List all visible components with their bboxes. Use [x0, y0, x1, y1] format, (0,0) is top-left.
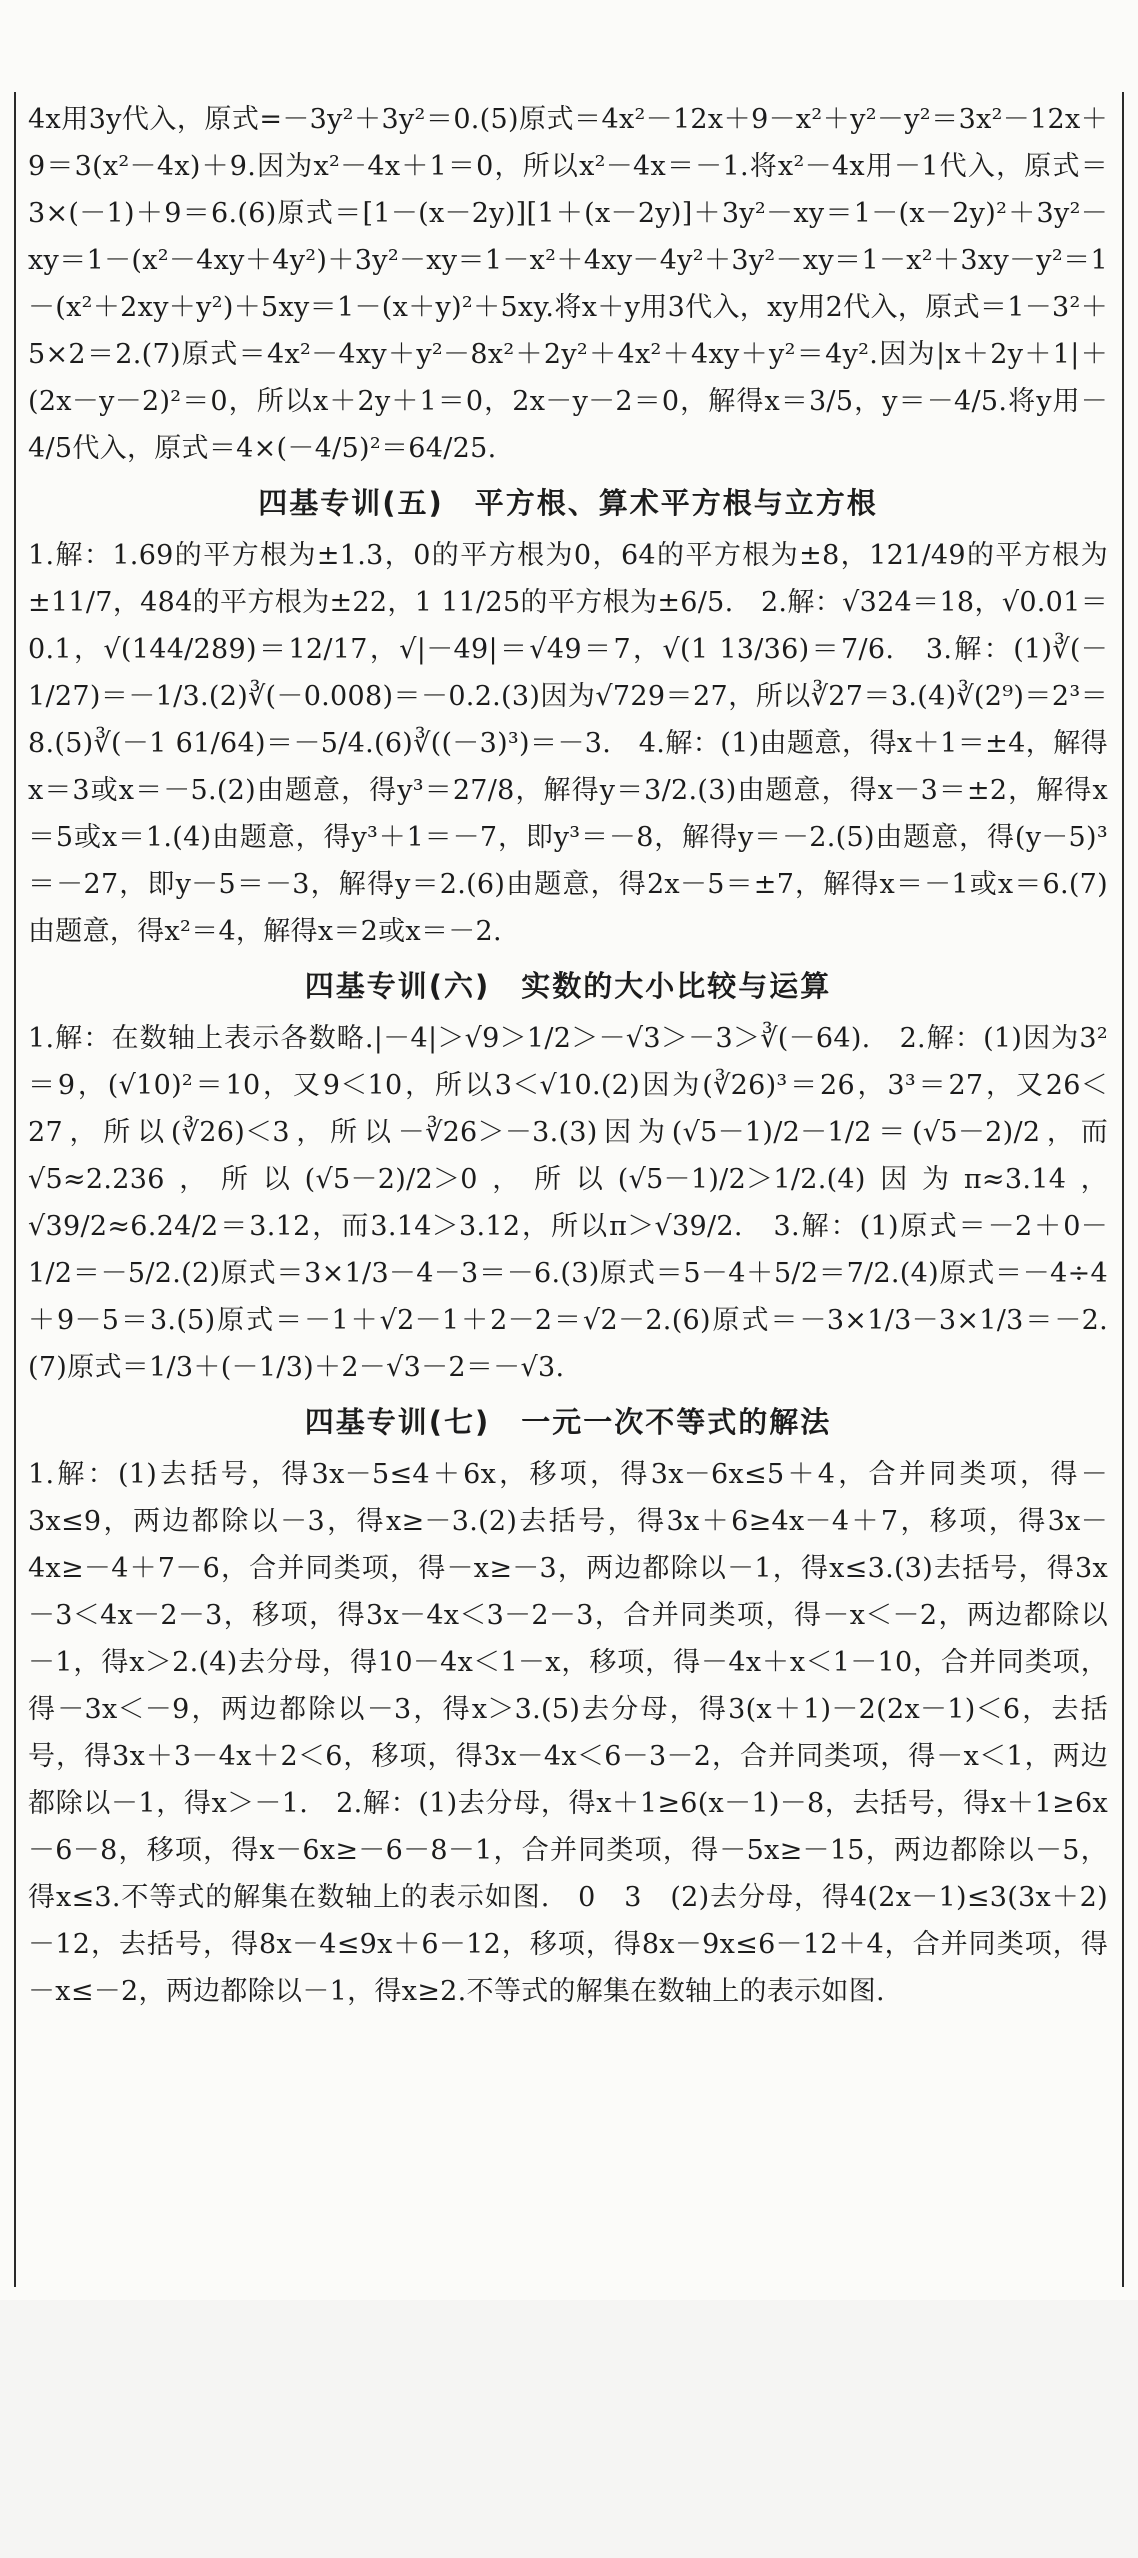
paragraph-section-5: 1.解：1.69的平方根为±1.3，0的平方根为0，64的平方根为±8，121/49的平方根为±11/7，484的平方根为±22，1 11/25的平方根为±6/5. 2.解：√324＝18，√0.01＝0.1，√(144/289)＝12/17，√|－49|＝√49＝7，√(1 13/36)＝7/6. 3.解：(1)∛(－1/27)＝－1/3.(2)∛(－0.008)＝－0.2.(3)因为√729＝27，所以∛27＝3.(4)∛(2⁹)＝2³＝8.(5)∛(－1 61/64)＝－5/4.(6)∛((－3)³)＝－3. 4.解：(1)由题意，得x＋1＝±4，解得x＝3或x＝－5.(2)由题意，得y³＝27/8，解得y＝3/2.(3)由题意，得x－3＝±2，解得x＝5或x＝1.(4)由题意，得y³＋1＝－7，即y³＝－8，解得y＝－2.(5)由题意，得(y－5)³＝－27，即y－5＝－3，解得y＝2.(6)由题意，得2x－5＝±7，解得x＝－1或x＝6.(7)由题意，得x²＝4，解得x＝2或x＝－2.	[28, 540, 1108, 947]
paragraph-continued-answers: 4x用3y代入，原式=－3y²＋3y²＝0.(5)原式＝4x²－12x＋9－x²＋y²－y²＝3x²－12x＋9＝3(x²－4x)＋9.因为x²－4x＋1＝0，所以x²－4x＝－1.将x²－4x用－1代入，原式＝3×(－1)＋9＝6.(6)原式＝[1－(x－2y)][1＋(x－2y)]＋3y²－xy＝1－(x－2y)²＋3y²－xy＝1－(x²－4xy＋4y²)＋3y²－xy＝1－x²＋4xy－4y²＋3y²－xy＝1－x²＋3xy－y²＝1－(x²＋2xy＋y²)＋5xy＝1－(x＋y)²＋5xy.将x＋y用3代入，xy用2代入，原式＝1－3²＋5×2＝2.(7)原式＝4x²－4xy＋y²－8x²＋2y²＋4x²＋4xy＋y²＝4y².因为|x＋2y＋1|＋(2x－y－2)²＝0，所以x＋2y＋1＝0，2x－y－2＝0，解得x＝3/5，y＝－4/5.将y用－4/5代入，原式＝4×(－4/5)²＝64/25.	[28, 104, 1108, 464]
left-margin-rule	[14, 92, 16, 2287]
section-title-5: 四基专训(五) 平方根、算术平方根与立方根	[258, 486, 878, 520]
answer-content	[28, 96, 1108, 2015]
section-title-7: 四基专训(七) 一元一次不等式的解法	[304, 1405, 832, 1439]
paragraph-section-7: 1.解：(1)去括号，得3x－5≤4＋6x，移项，得3x－6x≤5＋4，合并同类项，得－3x≤9，两边都除以－3，得x≥－3.(2)去括号，得3x＋6≥4x－4＋7，移项，得3x－4x≥－4＋7－6，合并同类项，得－x≥－3，两边都除以－1，得x≤3.(3)去括号，得3x－3＜4x－2－3，移项，得3x－4x＜3－2－3，合并同类项，得－x＜－2，两边都除以－1，得x＞2.(4)去分母，得10－4x＜1－x，移项，得－4x＋x＜1－10，合并同类项，得－3x＜－9，两边都除以－3，得x＞3.(5)去分母，得3(x＋1)－2(2x－1)＜6，去括号，得3x＋3－4x＋2＜6，移项，得3x－4x＜6－3－2，合并同类项，得－x＜1，两边都除以－1，得x＞－1. 2.解：(1)去分母，得x＋1≥6(x－1)－8，去括号，得x＋1≥6x－6－8，移项，得x－6x≥－6－8－1，合并同类项，得－5x≥－15，两边都除以－5，得x≤3.不等式的解集在数轴上的表示如图. 0 3 (2)去分母，得4(2x－1)≤3(3x＋2)－12，去括号，得8x－4≤9x＋6－12，移项，得8x－9x≤6－12＋4，合并同类项，得－x≤－2，两边都除以－1，得x≥2.不等式的解集在数轴上的表示如图.	[28, 1459, 1108, 2007]
blank-bottom-area	[0, 2300, 1138, 2558]
right-margin-rule	[1122, 92, 1124, 2287]
paragraph-section-6: 1.解：在数轴上表示各数略.|－4|＞√9＞1/2＞－√3＞－3＞∛(－64). 2.解：(1)因为3²＝9，(√10)²＝10，又9＜10，所以3＜√10.(2)因为(∛26)³＝26，3³＝27，又26＜27，所以(∛26)＜3，所以－∛26＞－3.(3)因为(√5－1)/2－1/2＝(√5－2)/2，而√5≈2.236，所以(√5－2)/2＞0，所以(√5－1)/2＞1/2.(4)因为π≈3.14，√39/2≈6.24/2＝3.12，而3.14＞3.12，所以π＞√39/2. 3.解：(1)原式＝－2＋0－1/2＝－5/2.(2)原式＝3×1/3－4－3＝－6.(3)原式＝5－4＋5/2＝7/2.(4)原式＝－4÷4＋9－5＝3.(5)原式＝－1＋√2－1＋2－2＝√2－2.(6)原式＝－3×1/3－3×1/3＝－2.(7)原式＝1/3＋(－1/3)＋2－√3－2＝－√3.	[28, 1023, 1108, 1383]
section-title-6: 四基专训(六) 实数的大小比较与运算	[304, 969, 832, 1003]
